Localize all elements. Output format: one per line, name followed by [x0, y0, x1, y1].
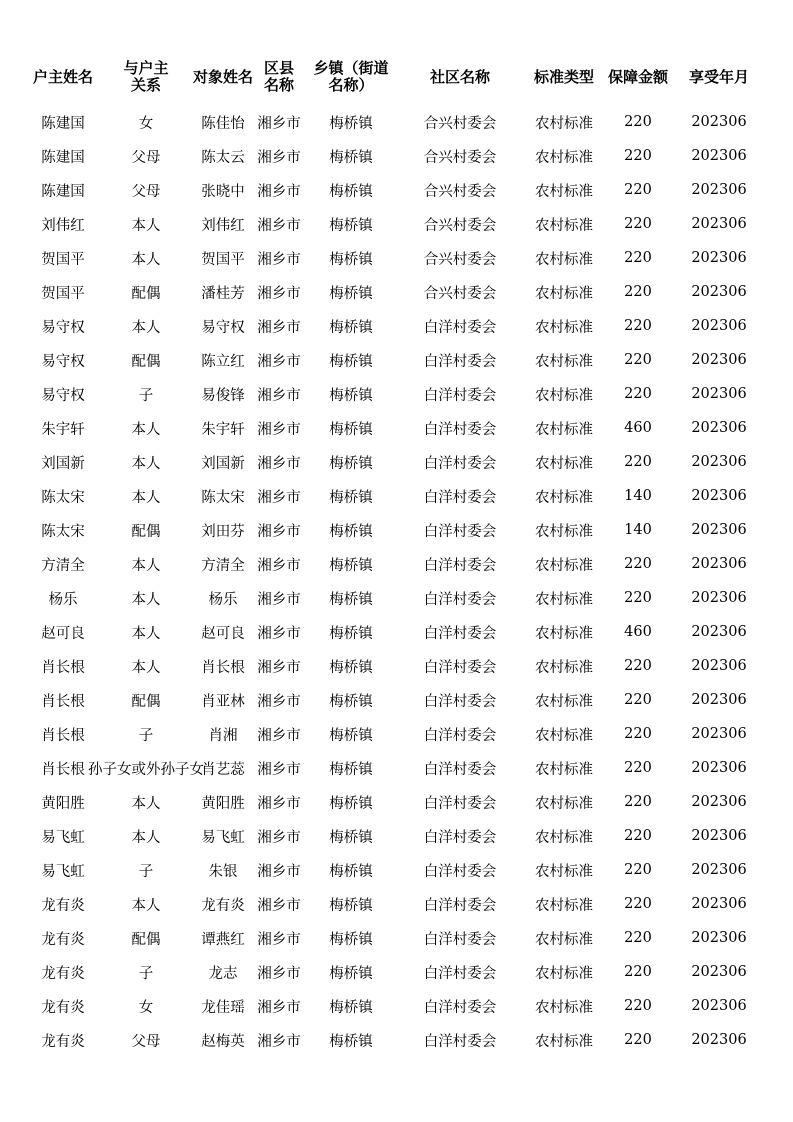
header-county: 区县 名称	[263, 59, 294, 94]
cell-township: 梅桥镇	[329, 761, 373, 778]
cell-householder-name: 易守权	[41, 387, 85, 404]
cell-county: 湘乡市	[257, 557, 301, 574]
cell-township: 梅桥镇	[329, 659, 373, 676]
cell-householder-name: 龙有炎	[41, 999, 85, 1016]
cell-township: 梅桥镇	[329, 795, 373, 812]
cell-period: 202306	[691, 318, 747, 334]
cell-standard-type: 农村标准	[535, 149, 593, 166]
cell-amount: 220	[624, 216, 652, 232]
cell-county: 湘乡市	[257, 217, 301, 234]
cell-householder-name: 龙有炎	[41, 1033, 85, 1050]
cell-beneficiary-name: 龙志	[208, 965, 238, 982]
cell-community: 白洋村委会	[423, 523, 497, 540]
table-row	[33, 547, 773, 581]
cell-standard-type: 农村标准	[535, 421, 593, 438]
cell-community: 白洋村委会	[423, 829, 497, 846]
cell-county: 湘乡市	[257, 285, 301, 302]
cell-beneficiary-name: 易守权	[201, 319, 245, 336]
cell-amount: 220	[624, 1032, 652, 1048]
cell-county: 湘乡市	[257, 489, 301, 506]
cell-standard-type: 农村标准	[535, 999, 593, 1016]
cell-beneficiary-name: 肖长根	[201, 659, 245, 676]
cell-amount: 220	[624, 386, 652, 402]
cell-relation: 本人	[131, 319, 161, 336]
cell-county: 湘乡市	[257, 353, 301, 370]
table-row	[33, 309, 773, 343]
cell-amount: 220	[624, 862, 652, 878]
cell-county: 湘乡市	[257, 523, 301, 540]
cell-amount: 220	[624, 828, 652, 844]
cell-period: 202306	[691, 930, 747, 946]
cell-beneficiary-name: 易飞虹	[201, 829, 245, 846]
cell-county: 湘乡市	[257, 727, 301, 744]
cell-standard-type: 农村标准	[535, 965, 593, 982]
cell-standard-type: 农村标准	[535, 557, 593, 574]
cell-beneficiary-name: 陈太云	[201, 149, 245, 166]
cell-community: 合兴村委会	[423, 183, 497, 200]
cell-beneficiary-name: 肖亚林	[201, 693, 245, 710]
cell-householder-name: 朱宇轩	[41, 421, 85, 438]
table-row	[33, 887, 773, 921]
table-row	[33, 853, 773, 887]
cell-county: 湘乡市	[257, 251, 301, 268]
cell-community: 白洋村委会	[423, 625, 497, 642]
cell-period: 202306	[691, 148, 747, 164]
table-row	[33, 1023, 773, 1057]
cell-relation: 本人	[131, 557, 161, 574]
cell-community: 白洋村委会	[423, 557, 497, 574]
cell-amount: 220	[624, 658, 652, 674]
cell-community: 合兴村委会	[423, 285, 497, 302]
cell-beneficiary-name: 杨乐	[208, 591, 238, 608]
cell-community: 白洋村委会	[423, 659, 497, 676]
cell-township: 梅桥镇	[329, 455, 373, 472]
cell-amount: 220	[624, 454, 652, 470]
cell-householder-name: 易守权	[41, 353, 85, 370]
cell-standard-type: 农村标准	[535, 591, 593, 608]
cell-beneficiary-name: 黄阳胜	[201, 795, 245, 812]
table-row	[33, 989, 773, 1023]
header-township: 乡镇（街道 名称）	[313, 59, 389, 94]
roster-table	[33, 56, 773, 1050]
cell-community: 白洋村委会	[423, 931, 497, 948]
cell-standard-type: 农村标准	[535, 217, 593, 234]
cell-beneficiary-name: 贺国平	[201, 251, 245, 268]
cell-period: 202306	[691, 454, 747, 470]
cell-community: 合兴村委会	[423, 251, 497, 268]
cell-period: 202306	[691, 624, 747, 640]
cell-beneficiary-name: 潘桂芳	[201, 285, 245, 302]
cell-township: 梅桥镇	[329, 999, 373, 1016]
cell-householder-name: 陈太宋	[41, 489, 85, 506]
cell-amount: 220	[624, 760, 652, 776]
header-householder-name: 户主姓名	[33, 67, 94, 86]
cell-standard-type: 农村标准	[535, 897, 593, 914]
cell-standard-type: 农村标准	[535, 489, 593, 506]
cell-householder-name: 肖长根	[41, 659, 85, 676]
cell-beneficiary-name: 肖艺蕊	[201, 761, 245, 778]
cell-householder-name: 肖长根	[41, 693, 85, 710]
cell-period: 202306	[691, 828, 747, 844]
cell-community: 合兴村委会	[423, 115, 497, 132]
cell-amount: 220	[624, 148, 652, 164]
cell-householder-name: 刘伟红	[41, 217, 85, 234]
table-row	[33, 445, 773, 479]
cell-county: 湘乡市	[257, 149, 301, 166]
cell-county: 湘乡市	[257, 319, 301, 336]
table-row	[33, 649, 773, 683]
cell-householder-name: 陈建国	[41, 149, 85, 166]
table-header	[33, 56, 773, 98]
cell-relation: 父母	[131, 183, 161, 200]
cell-standard-type: 农村标准	[535, 183, 593, 200]
cell-county: 湘乡市	[257, 659, 301, 676]
cell-standard-type: 农村标准	[535, 931, 593, 948]
cell-householder-name: 肖长根	[41, 761, 85, 778]
cell-period: 202306	[691, 420, 747, 436]
cell-standard-type: 农村标准	[535, 115, 593, 132]
cell-beneficiary-name: 赵梅英	[201, 1033, 245, 1050]
cell-relation: 子	[138, 965, 154, 982]
cell-period: 202306	[691, 760, 747, 776]
header-period: 享受年月	[688, 67, 749, 86]
cell-standard-type: 农村标准	[535, 727, 593, 744]
cell-beneficiary-name: 刘伟红	[201, 217, 245, 234]
header-standard-type: 标准类型	[533, 67, 594, 86]
cell-householder-name: 陈太宋	[41, 523, 85, 540]
cell-county: 湘乡市	[257, 829, 301, 846]
cell-township: 梅桥镇	[329, 591, 373, 608]
cell-amount: 220	[624, 726, 652, 742]
cell-amount: 220	[624, 318, 652, 334]
cell-period: 202306	[691, 794, 747, 810]
cell-township: 梅桥镇	[329, 1033, 373, 1050]
cell-beneficiary-name: 肖湘	[208, 727, 238, 744]
cell-relation: 女	[138, 999, 154, 1016]
cell-relation: 配偶	[131, 523, 161, 540]
cell-relation: 本人	[131, 897, 161, 914]
cell-period: 202306	[691, 556, 747, 572]
cell-township: 梅桥镇	[329, 863, 373, 880]
cell-county: 湘乡市	[257, 999, 301, 1016]
table-row	[33, 105, 773, 139]
cell-county: 湘乡市	[257, 761, 301, 778]
header-beneficiary-name: 对象姓名	[192, 67, 253, 86]
cell-township: 梅桥镇	[329, 693, 373, 710]
cell-standard-type: 农村标准	[535, 523, 593, 540]
cell-amount: 220	[624, 964, 652, 980]
table-row	[33, 581, 773, 615]
cell-householder-name: 贺国平	[41, 251, 85, 268]
cell-householder-name: 贺国平	[41, 285, 85, 302]
table-row	[33, 241, 773, 275]
cell-community: 白洋村委会	[423, 897, 497, 914]
cell-community: 白洋村委会	[423, 761, 497, 778]
cell-standard-type: 农村标准	[535, 795, 593, 812]
cell-beneficiary-name: 陈立红	[201, 353, 245, 370]
table-row	[33, 173, 773, 207]
cell-county: 湘乡市	[257, 421, 301, 438]
cell-county: 湘乡市	[257, 387, 301, 404]
cell-householder-name: 龙有炎	[41, 931, 85, 948]
cell-standard-type: 农村标准	[535, 353, 593, 370]
cell-period: 202306	[691, 284, 747, 300]
cell-period: 202306	[691, 692, 747, 708]
cell-township: 梅桥镇	[329, 387, 373, 404]
cell-amount: 140	[624, 488, 652, 504]
cell-community: 白洋村委会	[423, 795, 497, 812]
table-row	[33, 717, 773, 751]
cell-county: 湘乡市	[257, 591, 301, 608]
cell-amount: 220	[624, 896, 652, 912]
table-row	[33, 513, 773, 547]
table-row	[33, 139, 773, 173]
cell-township: 梅桥镇	[329, 217, 373, 234]
cell-relation: 本人	[131, 251, 161, 268]
cell-community: 白洋村委会	[423, 727, 497, 744]
cell-community: 白洋村委会	[423, 421, 497, 438]
cell-period: 202306	[691, 590, 747, 606]
cell-amount: 220	[624, 692, 652, 708]
cell-amount: 220	[624, 794, 652, 810]
cell-relation: 女	[138, 115, 154, 132]
cell-county: 湘乡市	[257, 693, 301, 710]
cell-relation: 配偶	[131, 285, 161, 302]
cell-householder-name: 陈建国	[41, 183, 85, 200]
cell-beneficiary-name: 谭燕红	[201, 931, 245, 948]
cell-community: 白洋村委会	[423, 319, 497, 336]
cell-county: 湘乡市	[257, 863, 301, 880]
table-row	[33, 683, 773, 717]
table-row	[33, 751, 773, 785]
cell-period: 202306	[691, 896, 747, 912]
cell-relation: 父母	[131, 1033, 161, 1050]
cell-beneficiary-name: 朱宇轩	[201, 421, 245, 438]
cell-relation: 孙子女或外孙子女	[88, 761, 204, 778]
header-relation: 与户主 关系	[123, 59, 169, 94]
cell-amount: 140	[624, 522, 652, 538]
cell-period: 202306	[691, 726, 747, 742]
cell-period: 202306	[691, 182, 747, 198]
cell-township: 梅桥镇	[329, 115, 373, 132]
cell-period: 202306	[691, 964, 747, 980]
cell-beneficiary-name: 朱银	[208, 863, 238, 880]
cell-township: 梅桥镇	[329, 523, 373, 540]
cell-relation: 本人	[131, 795, 161, 812]
cell-amount: 460	[624, 420, 652, 436]
cell-period: 202306	[691, 862, 747, 878]
cell-relation: 本人	[131, 489, 161, 506]
cell-standard-type: 农村标准	[535, 863, 593, 880]
cell-community: 合兴村委会	[423, 149, 497, 166]
cell-township: 梅桥镇	[329, 319, 373, 336]
cell-householder-name: 陈建国	[41, 115, 85, 132]
cell-county: 湘乡市	[257, 795, 301, 812]
cell-relation: 子	[138, 863, 154, 880]
table-row	[33, 955, 773, 989]
cell-township: 梅桥镇	[329, 965, 373, 982]
cell-beneficiary-name: 陈太宋	[201, 489, 245, 506]
cell-relation: 子	[138, 387, 154, 404]
cell-period: 202306	[691, 386, 747, 402]
cell-beneficiary-name: 龙佳瑶	[201, 999, 245, 1016]
cell-householder-name: 赵可良	[41, 625, 85, 642]
cell-standard-type: 农村标准	[535, 455, 593, 472]
cell-beneficiary-name: 陈佳怡	[201, 115, 245, 132]
cell-community: 白洋村委会	[423, 693, 497, 710]
cell-community: 白洋村委会	[423, 999, 497, 1016]
cell-township: 梅桥镇	[329, 897, 373, 914]
cell-amount: 220	[624, 998, 652, 1014]
cell-householder-name: 龙有炎	[41, 897, 85, 914]
cell-beneficiary-name: 刘国新	[201, 455, 245, 472]
cell-amount: 220	[624, 352, 652, 368]
cell-community: 白洋村委会	[423, 353, 497, 370]
cell-period: 202306	[691, 522, 747, 538]
cell-township: 梅桥镇	[329, 149, 373, 166]
cell-standard-type: 农村标准	[535, 251, 593, 268]
cell-householder-name: 易飞虹	[41, 829, 85, 846]
table-row	[33, 275, 773, 309]
cell-standard-type: 农村标准	[535, 625, 593, 642]
table-row	[33, 479, 773, 513]
cell-relation: 本人	[131, 625, 161, 642]
cell-period: 202306	[691, 250, 747, 266]
cell-county: 湘乡市	[257, 931, 301, 948]
cell-period: 202306	[691, 352, 747, 368]
cell-period: 202306	[691, 114, 747, 130]
cell-beneficiary-name: 方清全	[201, 557, 245, 574]
cell-county: 湘乡市	[257, 897, 301, 914]
cell-standard-type: 农村标准	[535, 387, 593, 404]
cell-county: 湘乡市	[257, 183, 301, 200]
cell-township: 梅桥镇	[329, 353, 373, 370]
cell-standard-type: 农村标准	[535, 659, 593, 676]
cell-community: 合兴村委会	[423, 217, 497, 234]
cell-community: 白洋村委会	[423, 455, 497, 472]
cell-beneficiary-name: 易俊锋	[201, 387, 245, 404]
cell-township: 梅桥镇	[329, 931, 373, 948]
cell-standard-type: 农村标准	[535, 829, 593, 846]
cell-householder-name: 方清全	[41, 557, 85, 574]
cell-householder-name: 易守权	[41, 319, 85, 336]
cell-relation: 本人	[131, 217, 161, 234]
cell-period: 202306	[691, 488, 747, 504]
cell-householder-name: 黄阳胜	[41, 795, 85, 812]
table-row	[33, 921, 773, 955]
cell-amount: 220	[624, 556, 652, 572]
cell-amount: 220	[624, 930, 652, 946]
header-community: 社区名称	[429, 67, 490, 86]
cell-community: 白洋村委会	[423, 489, 497, 506]
table-row	[33, 615, 773, 649]
cell-beneficiary-name: 刘田芬	[201, 523, 245, 540]
cell-standard-type: 农村标准	[535, 319, 593, 336]
cell-period: 202306	[691, 216, 747, 232]
cell-amount: 220	[624, 182, 652, 198]
cell-amount: 220	[624, 284, 652, 300]
cell-county: 湘乡市	[257, 1033, 301, 1050]
table-row	[33, 343, 773, 377]
cell-county: 湘乡市	[257, 625, 301, 642]
cell-relation: 本人	[131, 591, 161, 608]
cell-period: 202306	[691, 998, 747, 1014]
cell-standard-type: 农村标准	[535, 1033, 593, 1050]
header-amount: 保障金额	[607, 67, 668, 86]
cell-relation: 配偶	[131, 931, 161, 948]
cell-householder-name: 易飞虹	[41, 863, 85, 880]
table-row	[33, 785, 773, 819]
cell-township: 梅桥镇	[329, 489, 373, 506]
table-row	[33, 207, 773, 241]
cell-amount: 220	[624, 250, 652, 266]
cell-period: 202306	[691, 658, 747, 674]
cell-amount: 460	[624, 624, 652, 640]
cell-township: 梅桥镇	[329, 829, 373, 846]
cell-community: 白洋村委会	[423, 1033, 497, 1050]
cell-relation: 父母	[131, 149, 161, 166]
cell-county: 湘乡市	[257, 115, 301, 132]
cell-community: 白洋村委会	[423, 387, 497, 404]
cell-standard-type: 农村标准	[535, 693, 593, 710]
cell-beneficiary-name: 龙有炎	[201, 897, 245, 914]
cell-relation: 本人	[131, 659, 161, 676]
table-row	[33, 377, 773, 411]
cell-county: 湘乡市	[257, 455, 301, 472]
cell-township: 梅桥镇	[329, 285, 373, 302]
cell-township: 梅桥镇	[329, 251, 373, 268]
cell-householder-name: 龙有炎	[41, 965, 85, 982]
cell-township: 梅桥镇	[329, 727, 373, 744]
cell-relation: 子	[138, 727, 154, 744]
cell-standard-type: 农村标准	[535, 285, 593, 302]
cell-township: 梅桥镇	[329, 557, 373, 574]
cell-relation: 配偶	[131, 353, 161, 370]
cell-relation: 本人	[131, 829, 161, 846]
table-row	[33, 411, 773, 445]
cell-community: 白洋村委会	[423, 863, 497, 880]
cell-amount: 220	[624, 114, 652, 130]
cell-relation: 本人	[131, 421, 161, 438]
cell-community: 白洋村委会	[423, 591, 497, 608]
table-row	[33, 819, 773, 853]
cell-beneficiary-name: 张晓中	[201, 183, 245, 200]
cell-township: 梅桥镇	[329, 183, 373, 200]
cell-relation: 配偶	[131, 693, 161, 710]
cell-relation: 本人	[131, 455, 161, 472]
cell-amount: 220	[624, 590, 652, 606]
cell-householder-name: 杨乐	[48, 591, 78, 608]
cell-householder-name: 刘国新	[41, 455, 85, 472]
cell-county: 湘乡市	[257, 965, 301, 982]
cell-beneficiary-name: 赵可良	[201, 625, 245, 642]
cell-township: 梅桥镇	[329, 421, 373, 438]
cell-community: 白洋村委会	[423, 965, 497, 982]
cell-householder-name: 肖长根	[41, 727, 85, 744]
cell-period: 202306	[691, 1032, 747, 1048]
cell-township: 梅桥镇	[329, 625, 373, 642]
cell-standard-type: 农村标准	[535, 761, 593, 778]
